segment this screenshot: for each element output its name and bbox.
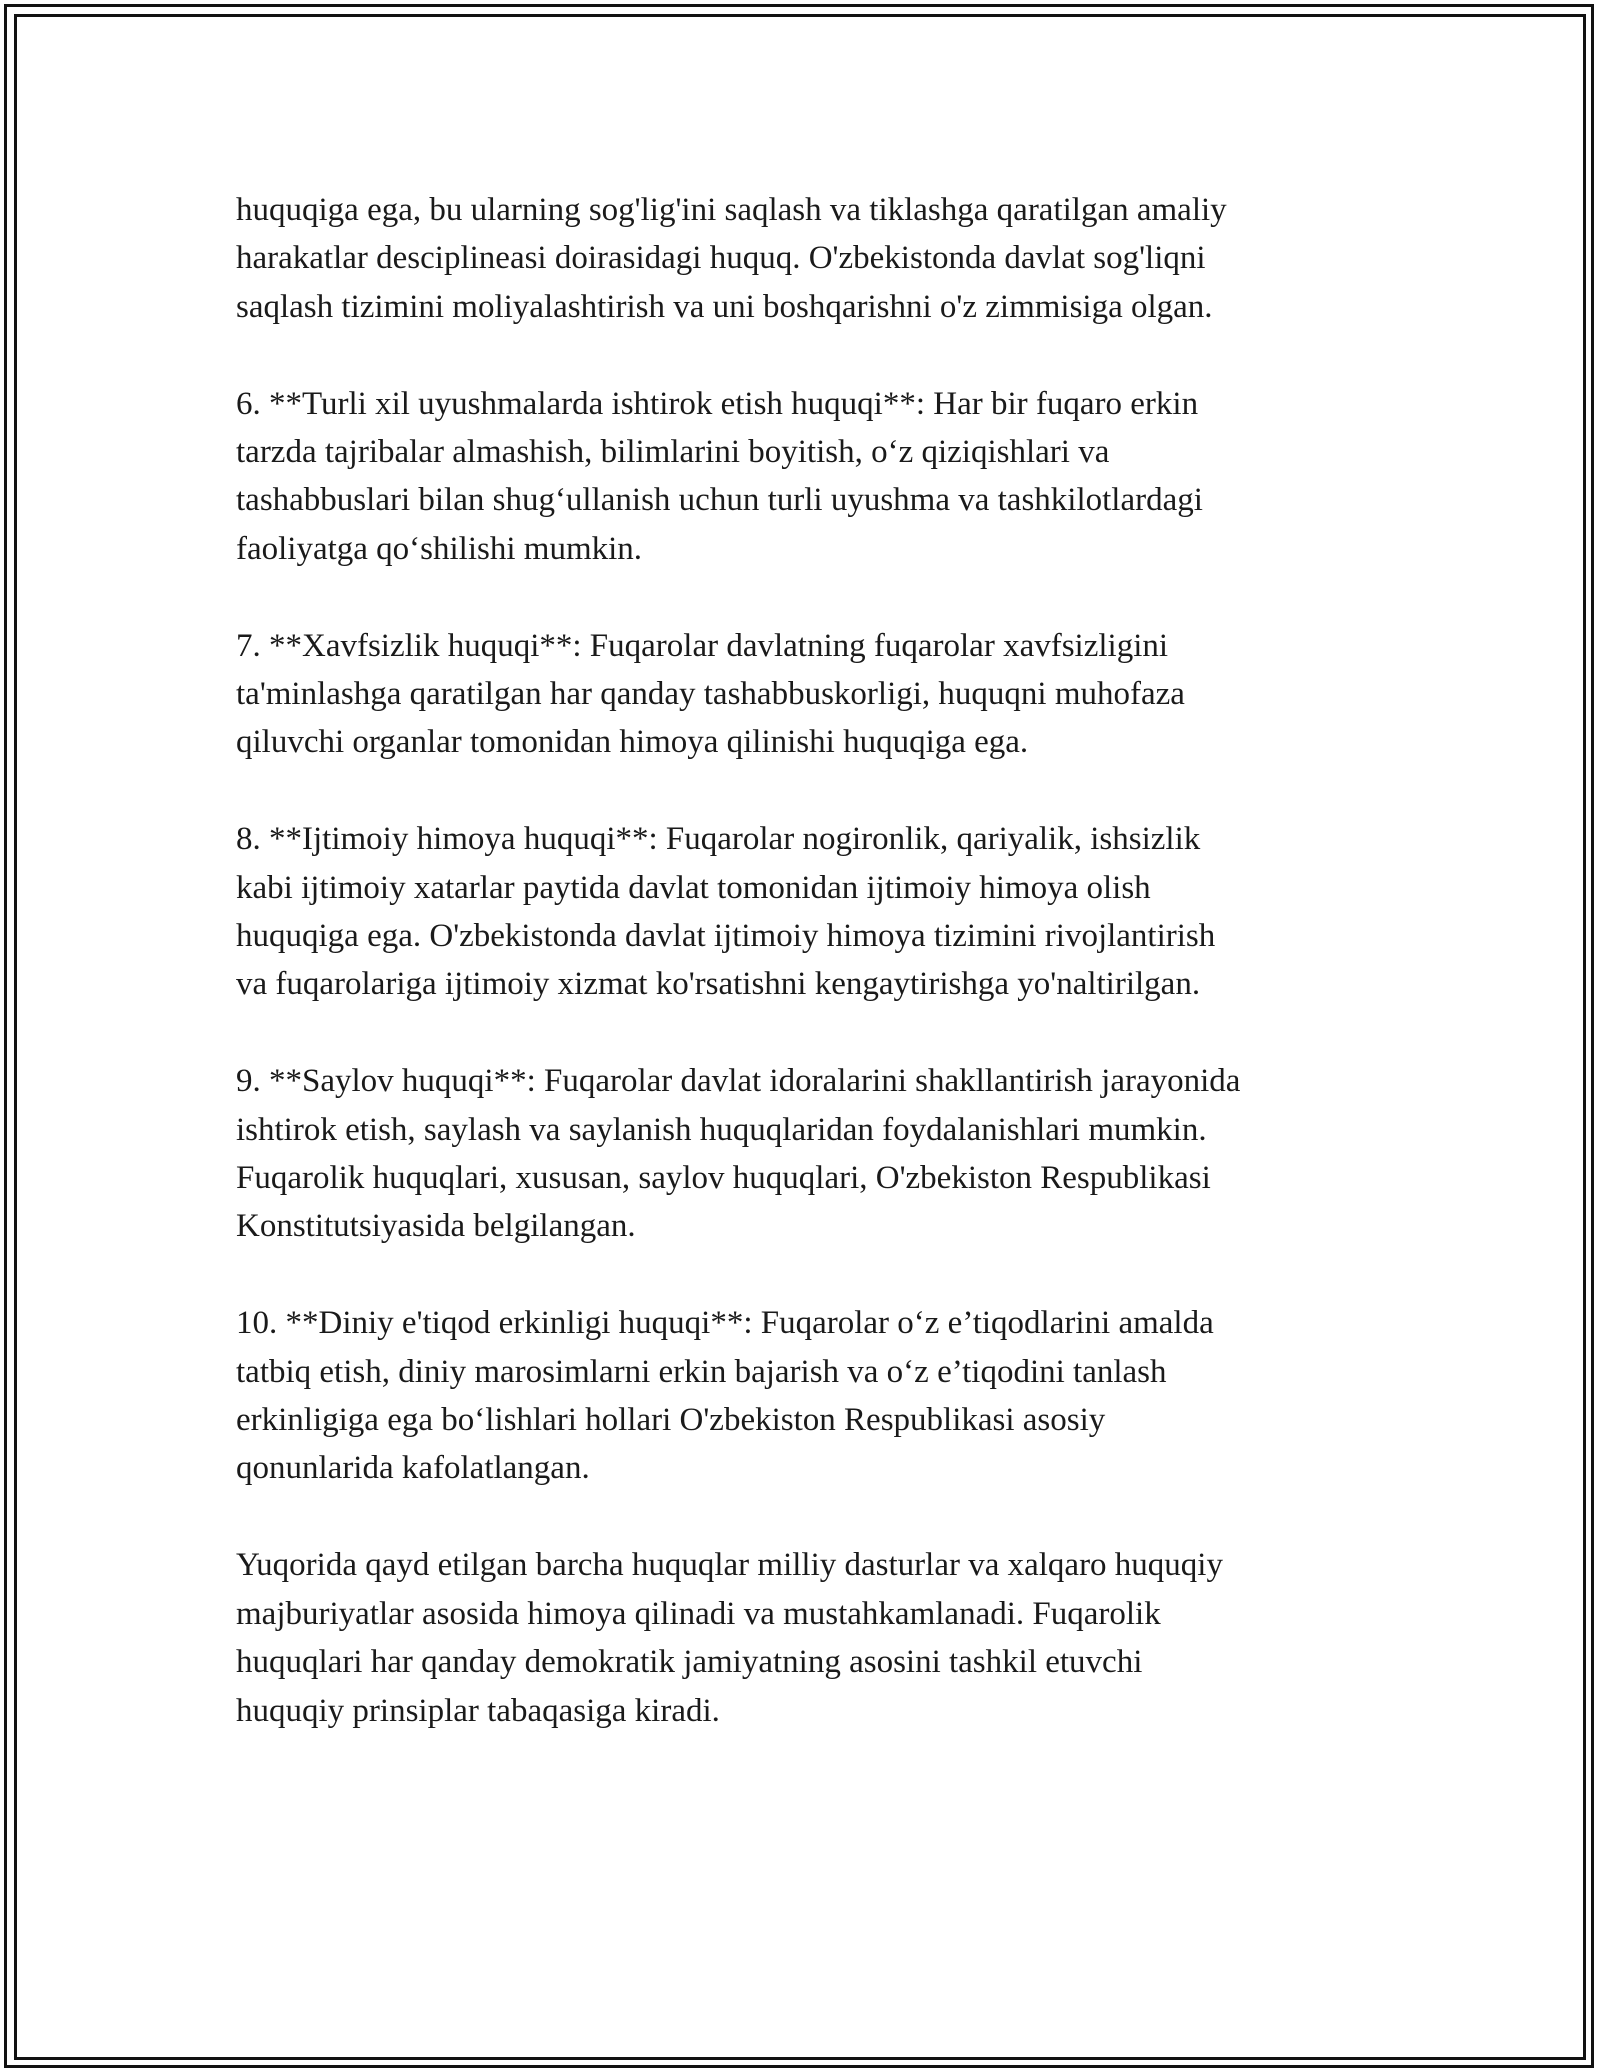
text-line: huquqiga ega, bu ularning sog'lig'ini saqlash va tiklashga qaratilgan amaliy: [236, 192, 1227, 228]
text-line: erkinligiga ega bo‘lishlari hollari O'zbekiston Respublikasi asosiy: [236, 1402, 1106, 1439]
paragraph-conclusion: [236, 1541, 1376, 1735]
text-line: qonunlarida kafolatlangan.: [236, 1450, 590, 1487]
paragraph-association-right: [236, 380, 1376, 574]
text-line: tarzda tajribalar almashish, bilimlarini boyitish, o‘z qiziqishlari va: [236, 434, 1110, 471]
text-line: ta'minlashga qaratilgan har qanday tashabbuskorligi, huquqni muhofaza: [236, 676, 1185, 713]
text-line: ishtirok etish, saylash va saylanish huquqlaridan foydalanishlari mumkin.: [236, 1111, 1207, 1148]
text-line: huquqiga ega. O'zbekistonda davlat ijtimoiy himoya tizimini rivojlantirish: [236, 918, 1216, 955]
text-line: majburiyatlar asosida himoya qilinadi va mustahkamlanadi. Fuqarolik: [236, 1595, 1161, 1632]
text-line: qiluvchi organlar tomonidan himoya qilinishi huquqiga ega.: [236, 724, 1029, 761]
text-line: tatbiq etish, diniy marosimlarni erkin bajarish va o‘z e’tiqodini tanlash: [236, 1353, 1167, 1390]
text-line: Konstitutsiyasida belgilangan.: [236, 1208, 636, 1245]
paragraph-religious-freedom-right: [236, 1299, 1376, 1493]
document-body: [236, 186, 1376, 1783]
text-line: va fuqarolariga ijtimoiy xizmat ko'rsatishni kengaytirishga yo'naltirilgan.: [236, 966, 1201, 1003]
text-line: 8. **Ijtimoiy himoya huquqi**: Fuqarolar nogironlik, qariyalik, ishsizlik: [236, 821, 1201, 858]
text-line: 6. **Turli xil uyushmalarda ishtirok etish huquqi**: Har bir fuqaro erkin: [236, 385, 1199, 422]
text-line: tashabbuslari bilan shug‘ullanish uchun turli uyushma va tashkilotlardagi: [236, 482, 1203, 519]
text-line: Fuqarolik huquqlari, xususan, saylov huquqlari, O'zbekiston Respublikasi: [236, 1160, 1211, 1197]
paragraph-health-right-continued: [236, 186, 1376, 331]
text-line: huquqlari har qanday demokratik jamiyatning asosini tashkil etuvchi: [236, 1644, 1143, 1681]
text-line: kabi ijtimoiy xatarlar paytida davlat tomonidan ijtimoiy himoya olish: [236, 869, 1151, 906]
paragraph-social-protection-right: [236, 815, 1376, 1009]
paragraph-security-right: [236, 622, 1376, 767]
text-line: 7. **Xavfsizlik huquqi**: Fuqarolar davlatning fuqarolar xavfsizligini: [236, 627, 1169, 664]
text-line: Yuqorida qayd etilgan barcha huquqlar milliy dasturlar va xalqaro huquqiy: [236, 1547, 1223, 1584]
text-line: 10. **Diniy e'tiqod erkinligi huquqi**: Fuqarolar o‘z e’tiqodlarini amalda: [236, 1305, 1214, 1342]
text-line: huquqiy prinsiplar tabaqasiga kiradi.: [236, 1692, 720, 1729]
text-line: 9. **Saylov huquqi**: Fuqarolar davlat idoralarini shakllantirish jarayonida: [236, 1063, 1241, 1100]
text-line: faoliyatga qo‘shilishi mumkin.: [236, 530, 643, 567]
paragraph-voting-right: [236, 1057, 1376, 1251]
text-line: harakatlar desciplineasi doirasidagi huquq. O'zbekistonda davlat sog'liqni: [236, 240, 1206, 277]
text-line: saqlash tizimini moliyalashtirish va uni boshqarishni o'z zimmisiga olgan.: [236, 288, 1213, 325]
